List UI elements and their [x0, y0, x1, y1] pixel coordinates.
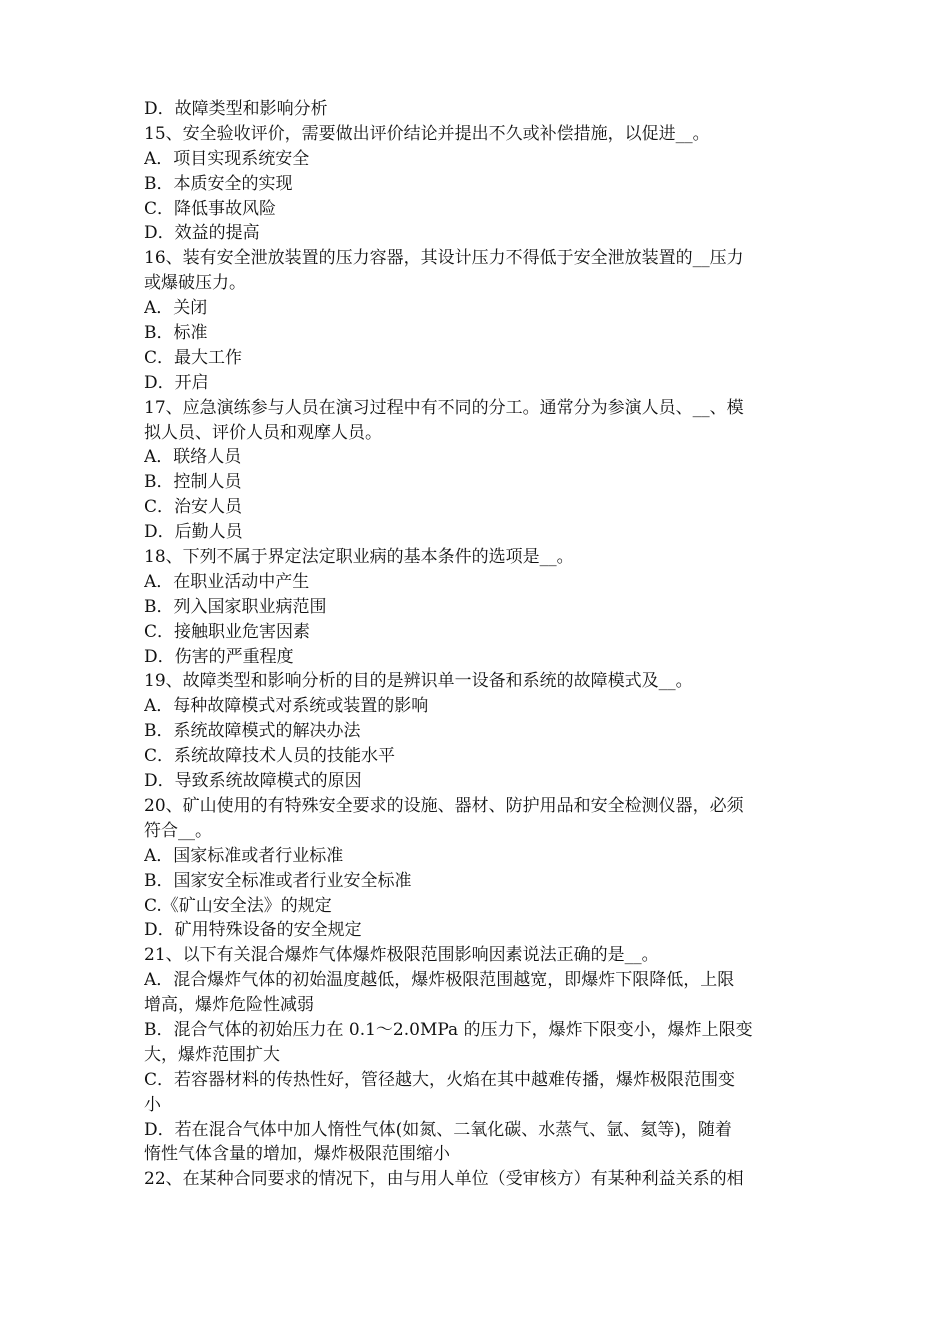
option-d: D．效益的提高 — [144, 223, 260, 244]
question-21: 21、以下有关混合爆炸气体爆炸极限范围影响因素说法正确的是__。 — [144, 945, 659, 966]
option-b: B．列入国家职业病范围 — [144, 596, 327, 617]
option-a: A．混合爆炸气体的初始温度越低，爆炸极限范围越宽，即爆炸下限降低，上限 — [144, 970, 735, 991]
option-c: C．若容器材料的传热性好，管径越大，火焰在其中越难传播，爆炸极限范围变 — [144, 1069, 736, 1090]
question-19: 19、故障类型和影响分析的目的是辨识单一设备和系统的故障模式及__。 — [144, 671, 693, 692]
option-d: D．若在混合气体中加人惰性气体(如氮、二氧化碳、水蒸气、氩、氦等)，随着 — [144, 1119, 732, 1140]
question-22: 22、在某种合同要求的情况下，由与用人单位（受审核方）有某种利益关系的相 — [144, 1169, 744, 1190]
option-c: C．系统故障技术人员的技能水平 — [144, 746, 396, 767]
option-d: D．矿用特殊设备的安全规定 — [144, 920, 362, 941]
option-b: B．控制人员 — [144, 472, 242, 493]
question-15: 15、安全验收评价，需要做出评价结论并提出不久或补偿措施，以促进__。 — [144, 123, 710, 144]
text-line: D．故障类型和影响分析 — [144, 99, 328, 119]
document-page — [144, 97, 820, 1192]
question-17-cont: 拟人员、评价人员和观摩人员。 — [144, 422, 382, 443]
option-d: D．伤害的严重程度 — [144, 646, 294, 667]
option-a: A．项目实现系统安全 — [144, 148, 310, 169]
question-18: 18、下列不属于界定法定职业病的基本条件的选项是__。 — [144, 547, 574, 568]
option-a: A．关闭 — [144, 298, 208, 319]
option-b-cont: 大，爆炸范围扩大 — [144, 1044, 280, 1065]
option-a: A．每种故障模式对系统或装置的影响 — [144, 696, 429, 717]
option-b: B．混合气体的初始压力在 0.1～2.0MPa 的压力下，爆炸下限变小，爆炸上限变 — [144, 1019, 753, 1040]
option-b: B．系统故障模式的解决办法 — [144, 721, 361, 742]
option-d-cont: 惰性气体含量的增加，爆炸极限范围缩小 — [144, 1144, 450, 1165]
option-d: D．导致系统故障模式的原因 — [144, 771, 362, 792]
option-a: A．国家标准或者行业标准 — [144, 845, 344, 866]
option-b: B．标准 — [144, 323, 208, 344]
option-d: D．后勤人员 — [144, 522, 243, 543]
question-17: 17、应急演练参与人员在演习过程中有不同的分工。通常分为参演人员、__、模 — [144, 397, 744, 418]
question-16-cont: 或爆破压力。 — [144, 273, 246, 294]
option-b: B．本质安全的实现 — [144, 173, 293, 194]
option-c: C.《矿山安全法》的规定 — [144, 895, 332, 916]
option-c: C．接触职业危害因素 — [144, 621, 311, 642]
option-a: A．在职业活动中产生 — [144, 571, 310, 592]
option-c-cont: 小 — [144, 1094, 161, 1115]
option-c: C．治安人员 — [144, 497, 243, 518]
option-c: C．最大工作 — [144, 347, 243, 368]
option-d: D．开启 — [144, 372, 209, 393]
option-b: B．国家安全标准或者行业安全标准 — [144, 870, 412, 891]
question-16: 16、装有安全泄放装置的压力容器，其设计压力不得低于安全泄放装置的__压力 — [144, 248, 744, 269]
option-c: C．降低事故风险 — [144, 198, 277, 219]
option-a-cont: 增高，爆炸危险性减弱 — [144, 995, 314, 1016]
question-20: 20、矿山使用的有特殊安全要求的设施、器材、防护用品和安全检测仪器，必须 — [144, 795, 744, 816]
option-a: A．联络人员 — [144, 447, 242, 468]
question-20-cont: 符合__。 — [144, 820, 212, 841]
